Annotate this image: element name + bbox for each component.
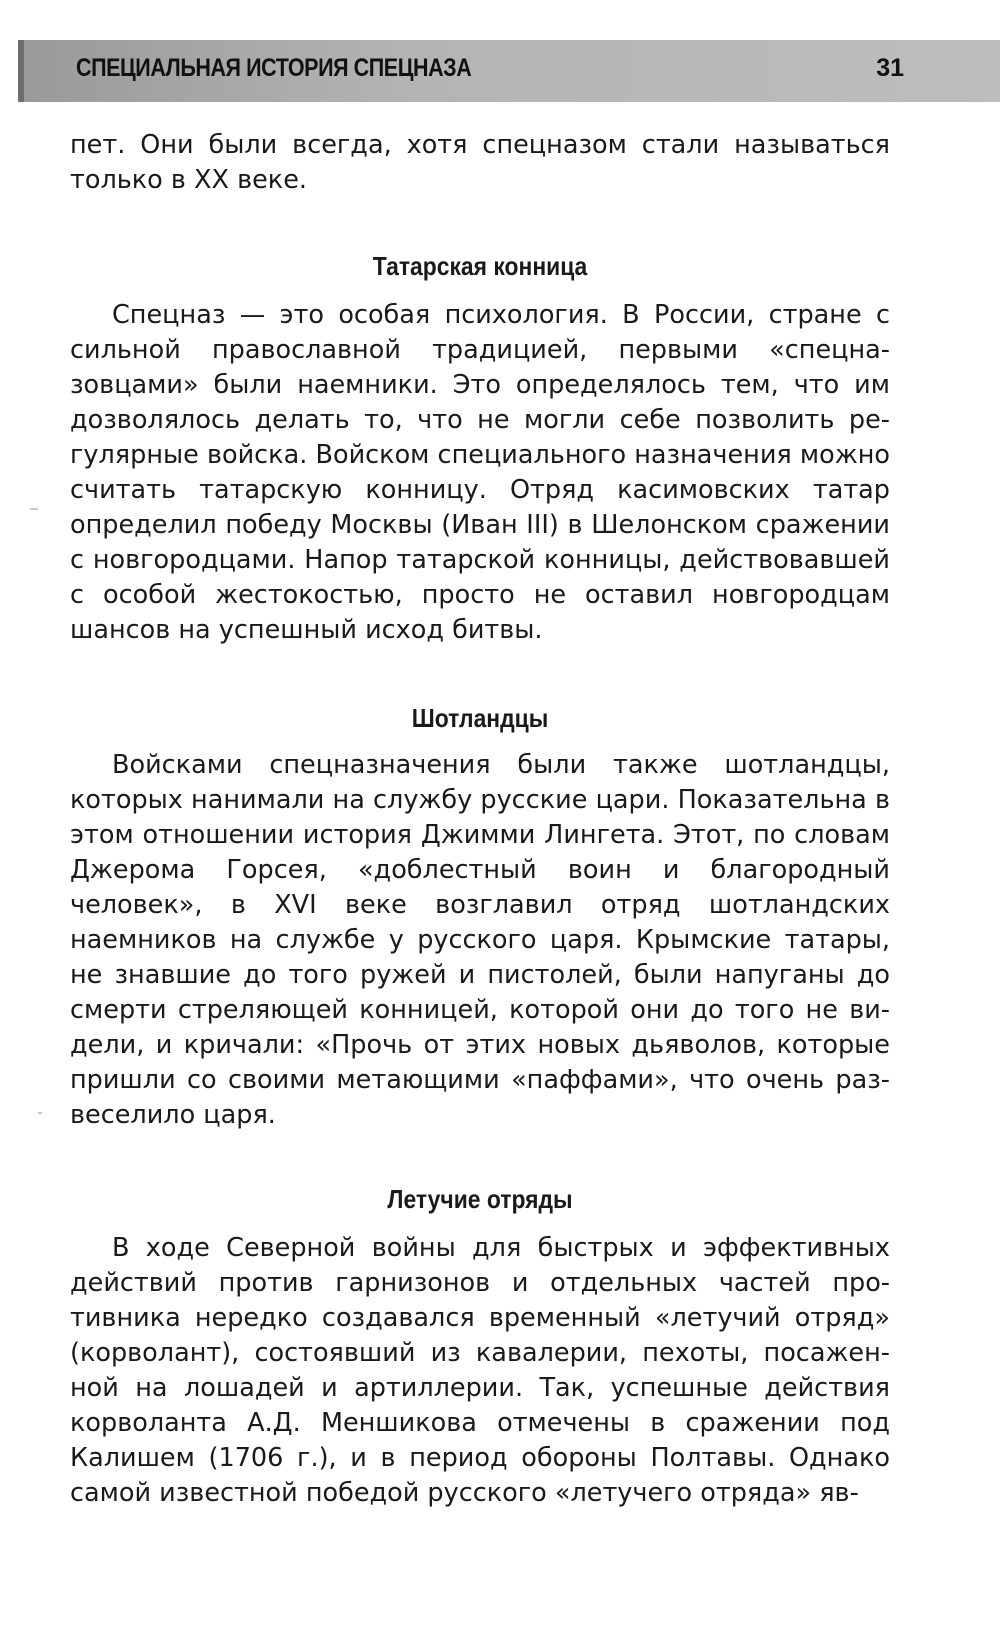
intro-paragraph: пет. Они были всегда, хотя спецназом стали называться только в XX веке.: [70, 130, 890, 195]
scan-mark: [30, 508, 38, 510]
paragraph-scots: Войсками спецназначения были также шотландцы, которых нанимали на службу русские цари. Показательна в этом отношении история Джимми Лингета. Этот, по словам Джерома Горсея, «доблестный воин и благородный человек», в XVI веке возглавил отряд шотландских наемников на службе у русского царя. Крымские татары, не знавшие до того ружей и пистолей, были напуганы до смерти стреляющей конницей, которой они до того не видели, и кричали: «Прочь от этих новых дьяволов, которые пришли со своими метающими «паффами», что очень развеселило царя.: [70, 750, 890, 1130]
section-heading-flying-detachments: Летучие отряды: [387, 1184, 573, 1214]
running-title: СПЕЦИАЛЬНАЯ ИСТОРИЯ СПЕЦНАЗА: [76, 54, 472, 82]
section-heading-scots: Шотландцы: [411, 703, 549, 733]
page-body: [70, 128, 890, 1511]
running-header: [18, 40, 1000, 102]
paragraph-tatar-cavalry: Спецназ — это особая психология. В России, стране с сильной православной традицией, первыми «спецназовцами» были наемники. Это определялось тем, что им дозволялось делать то, что не могли себе позволить регулярные войска. Войском специального назначения можно считать татарскую конницу. Отряд касимовских татар определил победу Москвы (Иван III) в Шелонском сражении с новгородцами. Напор татарской конницы, действовавшей с особой жестокостью, просто не оставил новгородцам шансов на успешный исход битвы.: [70, 300, 890, 645]
section-heading-tatar-cavalry: Татарская конница: [372, 251, 588, 281]
page-number: 31: [876, 54, 904, 82]
scan-mark: [38, 1112, 42, 1114]
paragraph-flying-detachments: В ходе Северной войны для быстрых и эффективных действий против гарнизонов и отдельных частей противника нередко создавался временный «летучий отряд» (корволант), состоявший из кавалерии, пехоты, посаженной на лошадей и артиллерии. Так, успешные действия корволанта А.Д. Меншикова отмечены в сражении под Калишем (1706 г.), и в период обороны Полтавы. Однако самой известной победой русского «летучего отряда» яв-: [70, 1233, 890, 1508]
